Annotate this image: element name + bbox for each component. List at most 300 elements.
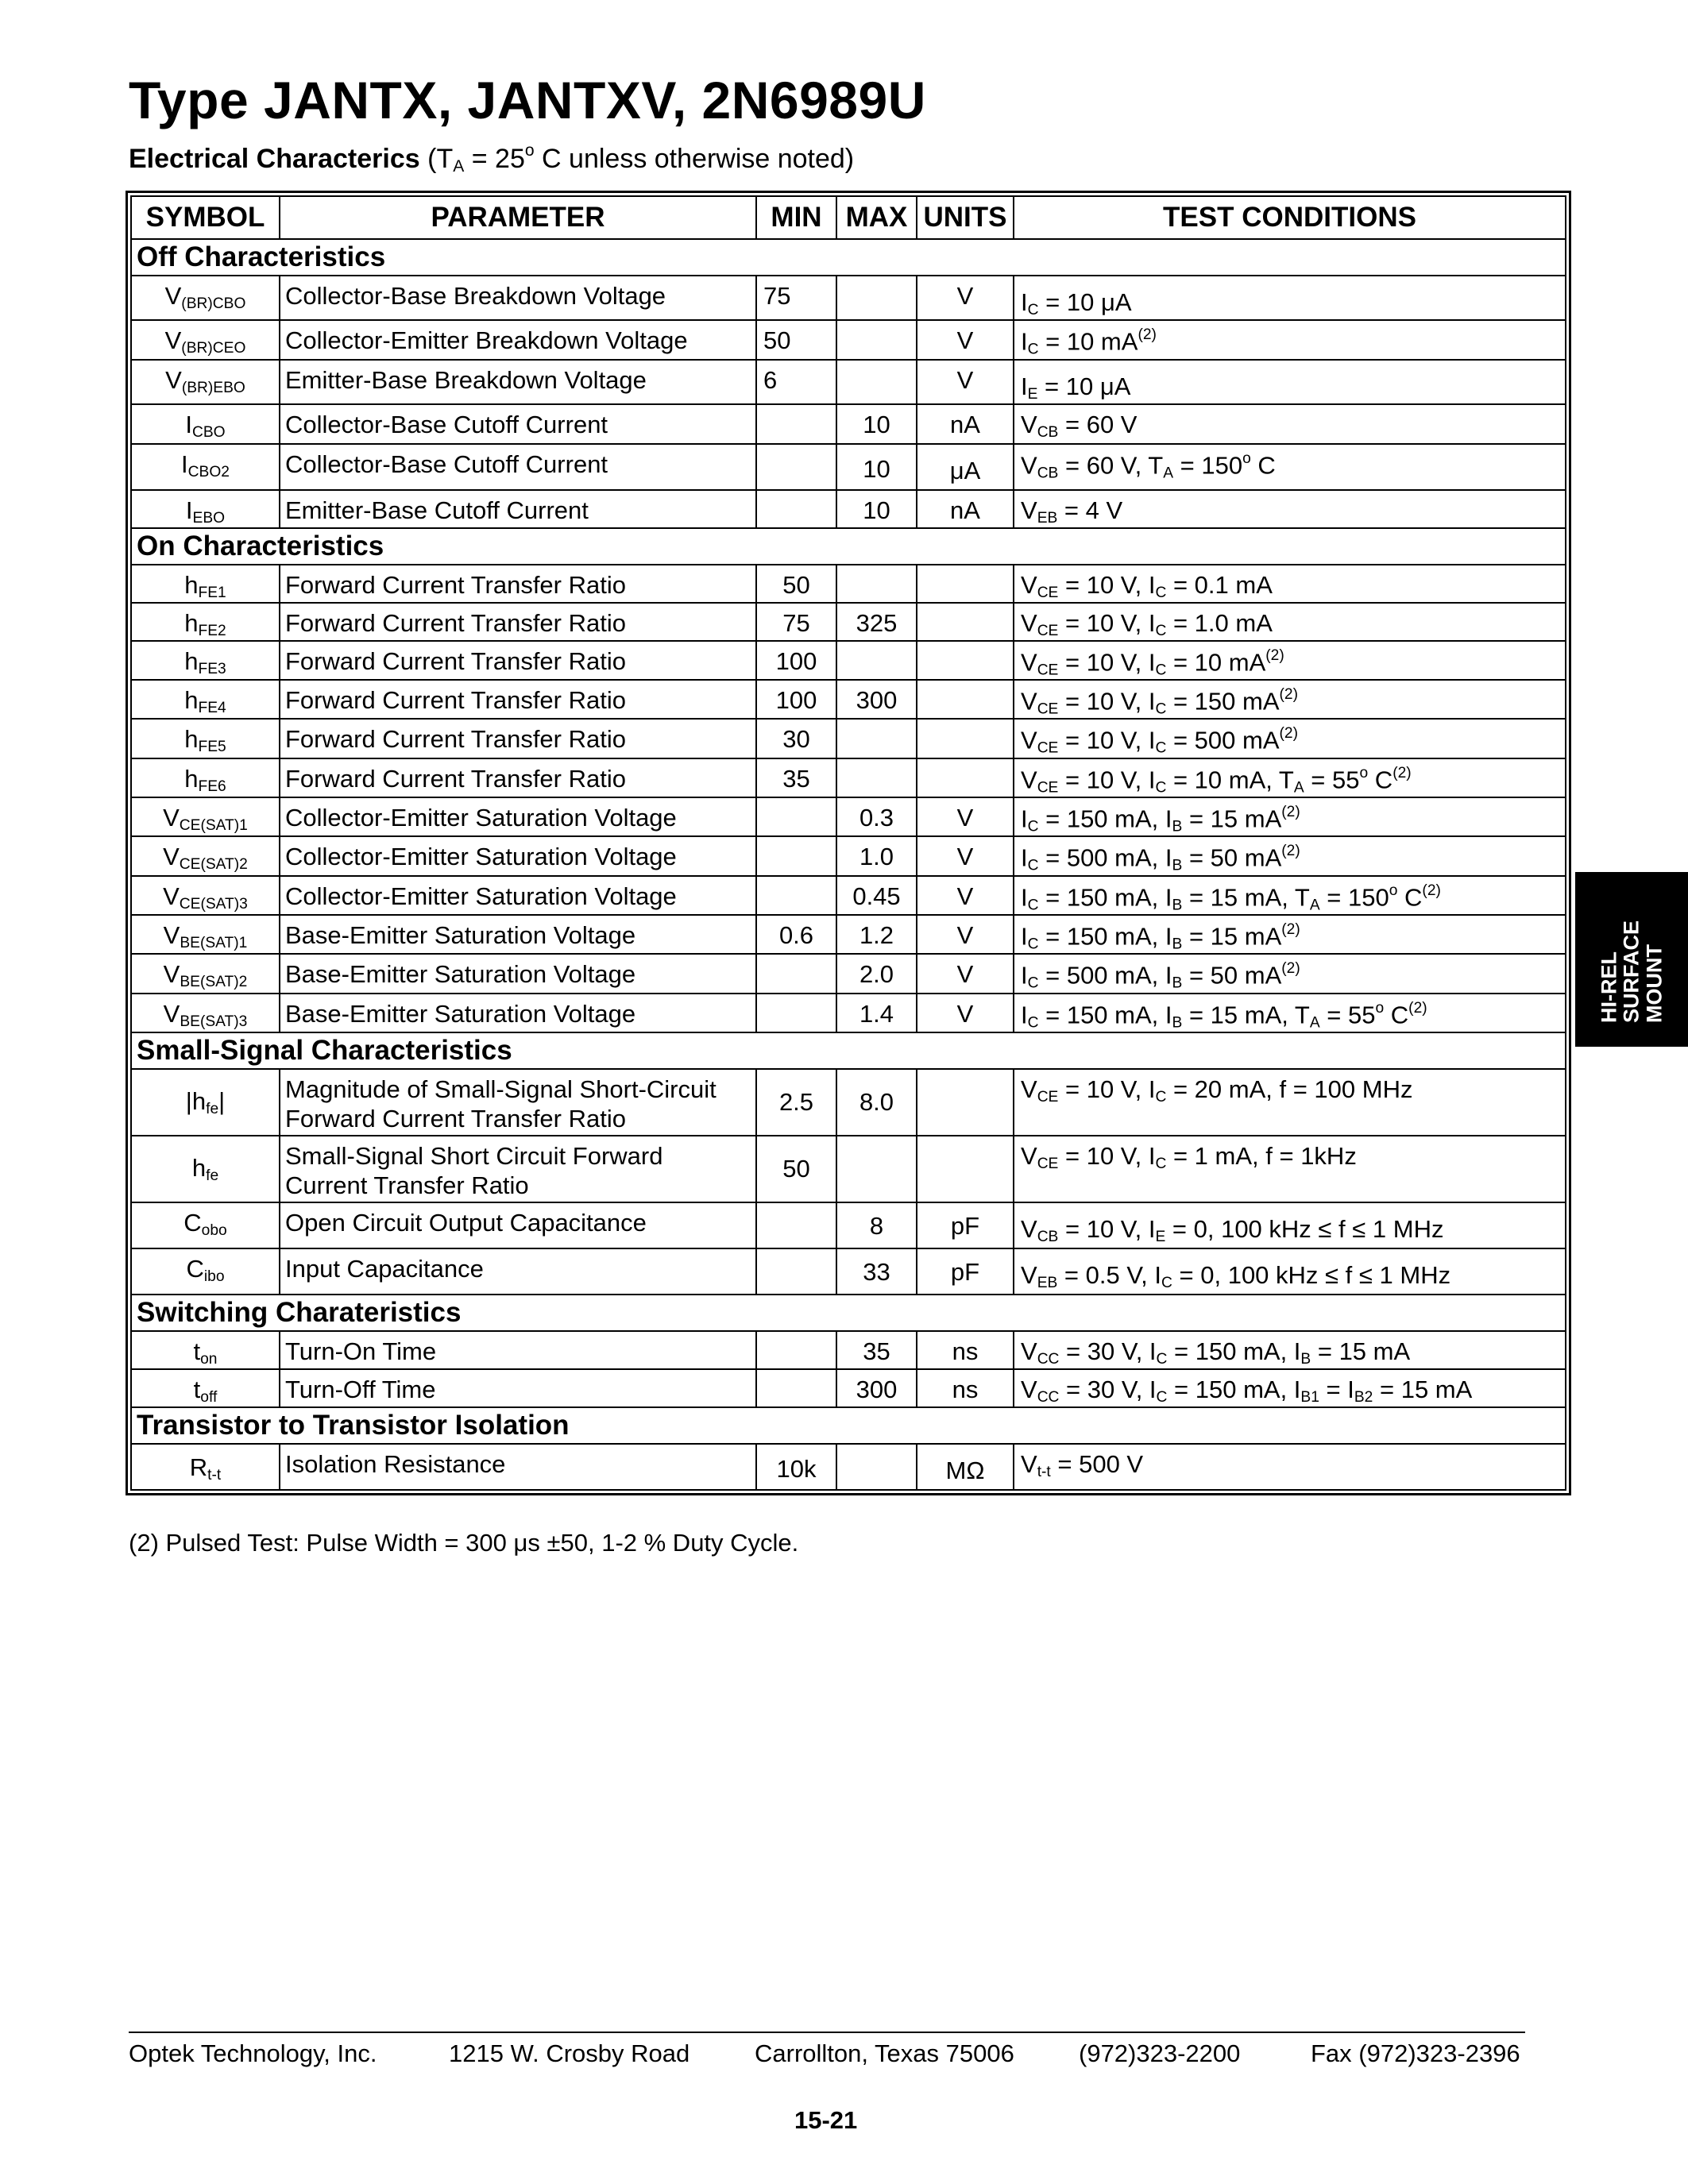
cond-text: 1 MHz <box>1365 1214 1444 1243</box>
cond-text: = 15 mA <box>1182 805 1282 833</box>
cond-text: V <box>1021 1141 1037 1170</box>
symbol-cell <box>131 1331 280 1369</box>
max-cell <box>836 641 917 680</box>
conditions-cell <box>1014 758 1566 797</box>
table-row <box>131 680 1566 719</box>
cond-text: I <box>1021 883 1028 912</box>
cond-sub: CE <box>1037 779 1059 797</box>
sym-main: h <box>184 570 199 599</box>
parameter-cell: Open Circuit Output Capacitance <box>280 1202 756 1248</box>
cond-sub: CC <box>1037 1388 1060 1406</box>
sym-main: V <box>163 882 180 910</box>
conditions-cell <box>1014 1069 1566 1136</box>
conditions-cell <box>1014 603 1566 641</box>
cond-sub: CC <box>1037 1350 1060 1368</box>
conditions-cell <box>1014 444 1566 490</box>
cond-sub: C <box>1027 974 1039 992</box>
cond-text: V <box>1021 1214 1037 1243</box>
table-row <box>131 1248 1566 1295</box>
table-row <box>131 1444 1566 1490</box>
header-min: MIN <box>756 196 836 239</box>
cond-text: = 0, 100 kHz <box>1165 1214 1319 1243</box>
page-title: Type JANTX, JANTXV, 2N6989U <box>129 71 926 129</box>
degree-mark: o <box>1375 999 1385 1017</box>
cond-sub: C <box>1155 584 1167 601</box>
min-cell: 100 <box>756 680 836 719</box>
max-cell <box>836 1444 917 1490</box>
cond-text: = 150 mA, I <box>1038 883 1172 912</box>
footnote-ref: (2) <box>1281 921 1300 939</box>
cond-text: = 1 mA, f = 1kHz <box>1166 1141 1357 1170</box>
sym-main: h <box>191 1087 207 1116</box>
cond-text: I <box>1021 843 1028 872</box>
max-cell: 10 <box>836 444 917 490</box>
cond-text: I <box>1021 805 1028 833</box>
cond-text: C <box>1368 766 1393 794</box>
cond-text: I <box>1021 288 1028 316</box>
sym-main: I <box>181 450 188 478</box>
conditions-cell <box>1014 276 1566 320</box>
sym-main: I <box>185 411 192 438</box>
cond-text: = I <box>1319 1375 1354 1403</box>
cond-text: = 10 <box>1037 372 1100 400</box>
cond-text: C <box>1397 883 1423 912</box>
cond-text: = 55 <box>1304 766 1360 794</box>
footnote-ref: (2) <box>1422 882 1441 899</box>
conditions-cell <box>1014 876 1566 915</box>
sym-main: h <box>184 646 199 675</box>
cond-sub: C <box>1027 341 1039 358</box>
cond-text: I <box>1021 961 1028 990</box>
cond-text: = 150 mA, I <box>1038 922 1172 951</box>
sym-sub: CE(SAT)1 <box>179 816 248 834</box>
sym-main: V <box>163 843 180 871</box>
sym-sub: fe <box>206 1100 219 1117</box>
cond-sub: A <box>1309 1013 1320 1031</box>
cond-text: = 10 V, I <box>1058 608 1156 637</box>
conditions-cell <box>1014 1248 1566 1295</box>
sym-sub: FE4 <box>198 699 226 716</box>
cond-text: V <box>1021 726 1037 754</box>
footnote-ref: (2) <box>1408 999 1427 1017</box>
table-row <box>131 994 1566 1032</box>
max-cell: 0.3 <box>836 797 917 836</box>
symbol-cell <box>131 994 280 1032</box>
cond-text: = 10 V, I <box>1058 648 1156 677</box>
table-row <box>131 1136 1566 1202</box>
conditions-cell <box>1014 915 1566 954</box>
conditions-cell <box>1014 954 1566 993</box>
cond-text: = 0.5 V, I <box>1057 1260 1162 1289</box>
cond-text: = 150 mA, I <box>1167 1337 1301 1365</box>
conditions-cell <box>1014 836 1566 875</box>
max-cell: 300 <box>836 1369 917 1407</box>
parameter-cell: Forward Current Transfer Ratio <box>280 565 756 603</box>
cond-sub: CE <box>1037 700 1059 718</box>
table-row <box>131 404 1566 444</box>
symbol-cell <box>131 836 280 875</box>
units-cell: V <box>917 320 1014 360</box>
side-tab-line: HI-REL <box>1597 951 1621 1023</box>
sym-main: h <box>184 725 199 754</box>
micro-symbol: μ <box>1099 372 1114 400</box>
symbol-cell <box>131 276 280 320</box>
parameter-cell: Base-Emitter Saturation Voltage <box>280 915 756 954</box>
footnote-ref: (2) <box>1281 804 1300 821</box>
footer-phone: (972)323-2200 <box>1079 2039 1241 2067</box>
parameter-cell: Base-Emitter Saturation Voltage <box>280 954 756 993</box>
min-cell: 50 <box>756 565 836 603</box>
table-row <box>131 1369 1566 1407</box>
cond-text: = 15 mA <box>1311 1337 1411 1365</box>
cond-sub: C <box>1155 1088 1167 1106</box>
conditions-cell <box>1014 1444 1566 1490</box>
units-cell <box>917 444 1014 490</box>
footnote-ref: (2) <box>1138 326 1157 343</box>
cond-sub: B <box>1172 818 1183 835</box>
subtitle-text: C unless otherwise noted) <box>534 143 855 174</box>
cond-text: = 4 V <box>1057 496 1123 524</box>
table-row <box>131 641 1566 680</box>
cond-text: = 500 mA, I <box>1038 843 1172 872</box>
conditions-cell <box>1014 1369 1566 1407</box>
cond-text: V <box>1021 570 1037 599</box>
cond-text: = 10 V, I <box>1058 570 1156 599</box>
cond-text: I <box>1021 372 1028 400</box>
symbol-cell <box>131 360 280 404</box>
footnote-ref: (2) <box>1281 843 1300 860</box>
cond-text: = 10 mA, T <box>1166 766 1294 794</box>
cond-text: = 10 mA <box>1166 648 1266 677</box>
symbol-cell <box>131 876 280 915</box>
sym-main: R <box>189 1453 208 1481</box>
min-cell: 6 <box>756 360 836 404</box>
subtitle <box>129 141 854 176</box>
units-cell <box>917 1069 1014 1136</box>
min-cell: 10k <box>756 1444 836 1490</box>
sym-sub: FE5 <box>198 739 226 756</box>
cond-sub: B <box>1172 936 1183 953</box>
cond-sub: C <box>1156 1388 1168 1406</box>
units-cell <box>917 680 1014 719</box>
table-row <box>131 719 1566 758</box>
sym-sub: fe <box>206 1167 219 1184</box>
cond-text: V <box>1021 766 1037 794</box>
min-cell: 50 <box>756 320 836 360</box>
units-cell: nA <box>917 490 1014 528</box>
conditions-cell <box>1014 1136 1566 1202</box>
units-cell: V <box>917 797 1014 836</box>
cond-sub: C <box>1027 936 1039 953</box>
max-cell: 8 <box>836 1202 917 1248</box>
cond-text: V <box>1021 648 1037 677</box>
cond-text: = 30 V, I <box>1059 1337 1157 1365</box>
page-number: 15-21 <box>794 2106 858 2134</box>
symbol-cell <box>131 1248 280 1295</box>
cond-sub: C <box>1155 662 1167 679</box>
cond-sub: B <box>1300 1350 1311 1368</box>
micro-symbol: μ <box>513 1529 528 1557</box>
cond-text: = 10 V, I <box>1058 726 1156 754</box>
cond-text: 1 MHz <box>1372 1260 1451 1289</box>
max-cell: 33 <box>836 1248 917 1295</box>
units-cell: V <box>917 915 1014 954</box>
conditions-cell <box>1014 1331 1566 1369</box>
cond-text: f <box>1338 1260 1359 1289</box>
sym-main: C <box>183 1208 202 1237</box>
max-cell <box>836 320 917 360</box>
parameter-cell: Isolation Resistance <box>280 1444 756 1490</box>
cond-text: V <box>1021 1337 1037 1365</box>
section-row <box>131 1407 1566 1444</box>
min-cell <box>756 404 836 444</box>
conditions-cell <box>1014 490 1566 528</box>
cond-text: = 15 mA, T <box>1182 1001 1310 1029</box>
cond-text: A <box>1114 288 1132 316</box>
sym-main: I <box>185 496 193 524</box>
cond-sub: B1 <box>1300 1388 1319 1406</box>
cond-text: = 60 V <box>1058 411 1138 438</box>
units-cell <box>917 1136 1014 1202</box>
sym-main: t <box>193 1375 201 1403</box>
degree-mark: o <box>1389 882 1398 899</box>
section-row <box>131 239 1566 276</box>
cond-sub: A <box>1163 465 1174 482</box>
cond-text: A <box>1114 372 1131 400</box>
units-cell: ns <box>917 1331 1014 1369</box>
min-cell <box>756 994 836 1032</box>
table-row <box>131 276 1566 320</box>
cond-text: V <box>1021 451 1037 480</box>
table-row <box>131 490 1566 528</box>
sym-main: t <box>193 1337 201 1365</box>
sym-main: V <box>164 326 182 354</box>
cond-text: f <box>1331 1214 1353 1243</box>
min-cell: 75 <box>756 276 836 320</box>
conditions-cell <box>1014 1202 1566 1248</box>
param-line: Magnitude of Small-Signal Short-Circuit <box>285 1075 717 1103</box>
cond-sub: C <box>1027 857 1039 874</box>
parameter-cell: Turn-Off Time <box>280 1369 756 1407</box>
footnote <box>129 1529 798 1557</box>
parameter-cell: Collector-Base Breakdown Voltage <box>280 276 756 320</box>
cond-text: = 150 mA, I <box>1038 805 1172 833</box>
electrical-characteristics-table <box>126 191 1571 1495</box>
units-cell: nA <box>917 404 1014 444</box>
cond-text: I <box>1021 1001 1028 1029</box>
header-parameter: PARAMETER <box>280 196 756 239</box>
symbol-cell <box>131 490 280 528</box>
units-cell: V <box>917 276 1014 320</box>
section-row <box>131 528 1566 565</box>
parameter-cell: Forward Current Transfer Ratio <box>280 680 756 719</box>
sym-sub: FE3 <box>198 660 226 677</box>
footnote-ref: (2) <box>1281 960 1300 978</box>
units-cell <box>917 1444 1014 1490</box>
footnote-text: s <box>527 1529 547 1557</box>
cond-text: = 10 V, I <box>1058 687 1156 716</box>
cond-sub: C <box>1155 739 1167 757</box>
conditions-cell <box>1014 680 1566 719</box>
parameter-cell: Collector-Base Cutoff Current <box>280 404 756 444</box>
parameter-cell: Forward Current Transfer Ratio <box>280 719 756 758</box>
parameter-cell: Collector-Base Cutoff Current <box>280 444 756 490</box>
max-cell: 8.0 <box>836 1069 917 1136</box>
min-cell: 100 <box>756 641 836 680</box>
footnote-text: 50, 1-2 % Duty Cycle. <box>560 1529 799 1557</box>
sym-sub: CE(SAT)3 <box>179 895 248 913</box>
sym-sub: on <box>200 1350 218 1368</box>
cond-text: = 150 mA <box>1166 687 1280 716</box>
cond-text: V <box>1021 496 1037 524</box>
parameter-cell: Base-Emitter Saturation Voltage <box>280 994 756 1032</box>
cond-text: = 10 <box>1038 288 1101 316</box>
cond-sub: B <box>1172 857 1183 874</box>
cond-sub: C <box>1155 779 1167 797</box>
conditions-cell <box>1014 719 1566 758</box>
footnote-ref: (2) <box>1393 764 1412 781</box>
sym-main: V <box>163 960 180 989</box>
units-cell: ns <box>917 1369 1014 1407</box>
cond-text: V <box>1021 411 1037 438</box>
sym-sub: (BR)CEO <box>181 339 246 357</box>
le-symbol: ≤ <box>1358 1260 1373 1289</box>
degree-mark: o <box>1359 764 1369 781</box>
max-cell: 2.0 <box>836 954 917 993</box>
max-cell: 35 <box>836 1331 917 1369</box>
table-row <box>131 1331 1566 1369</box>
section-row <box>131 1032 1566 1069</box>
symbol-cell <box>131 1136 280 1202</box>
symbol-cell <box>131 444 280 490</box>
abs-bar: | <box>218 1087 226 1116</box>
sym-main: h <box>184 686 199 715</box>
min-cell: 30 <box>756 719 836 758</box>
max-cell: 1.4 <box>836 994 917 1032</box>
header-test-conditions: TEST CONDITIONS <box>1014 196 1566 239</box>
footer-city: Carrollton, Texas 75006 <box>755 2039 1014 2067</box>
plus-minus-symbol: ± <box>547 1529 561 1557</box>
param-line: Forward Current Transfer Ratio <box>285 1105 626 1133</box>
parameter-cell: Forward Current Transfer Ratio <box>280 603 756 641</box>
cond-text: = 15 mA <box>1373 1375 1473 1403</box>
parameter-cell <box>280 1069 756 1136</box>
min-cell <box>756 1331 836 1369</box>
units-cell <box>917 758 1014 797</box>
min-cell <box>756 1369 836 1407</box>
le-symbol: ≤ <box>1325 1260 1339 1289</box>
subtitle-text: = 25 <box>464 143 525 174</box>
cond-sub: C <box>1027 1013 1039 1031</box>
parameter-cell: Emitter-Base Breakdown Voltage <box>280 360 756 404</box>
max-cell <box>836 719 917 758</box>
section-on: On Characteristics <box>131 528 1566 565</box>
units-cell: pF <box>917 1248 1014 1295</box>
sym-sub: t-t <box>207 1466 222 1484</box>
cond-text: = 50 mA <box>1182 843 1282 872</box>
max-cell <box>836 360 917 404</box>
header-max: MAX <box>836 196 917 239</box>
symbol-cell <box>131 1202 280 1248</box>
parameter-cell: Collector-Emitter Saturation Voltage <box>280 797 756 836</box>
symbol-cell <box>131 565 280 603</box>
symbol-cell <box>131 758 280 797</box>
cond-text: = 10 V, I <box>1058 1141 1156 1170</box>
table-row <box>131 836 1566 875</box>
cond-sub: C <box>1027 896 1039 913</box>
cond-sub: A <box>1293 779 1304 797</box>
parameter-cell: Turn-On Time <box>280 1331 756 1369</box>
cond-sub: CE <box>1037 1088 1059 1106</box>
min-cell <box>756 836 836 875</box>
footer-divider <box>129 2032 1525 2033</box>
cond-text: I <box>1021 922 1028 951</box>
sym-sub: ibo <box>203 1268 225 1285</box>
cond-sub: E <box>1027 385 1038 403</box>
section-row <box>131 1295 1566 1331</box>
cond-sub: C <box>1156 1350 1168 1368</box>
symbol-cell <box>131 320 280 360</box>
symbol-cell <box>131 1369 280 1407</box>
sym-main: C <box>186 1254 204 1283</box>
parameter-cell: Collector-Emitter Breakdown Voltage <box>280 320 756 360</box>
footnote-ref: (2) <box>1279 686 1298 704</box>
symbol-cell <box>131 1069 280 1136</box>
table-row <box>131 915 1566 954</box>
side-tab-line: MOUNT <box>1642 944 1667 1023</box>
footnote-ref: (2) <box>1265 646 1284 664</box>
micro-symbol: μ <box>1100 288 1115 316</box>
sym-sub: BE(SAT)3 <box>180 1013 248 1030</box>
symbol-cell <box>131 404 280 444</box>
max-cell <box>836 276 917 320</box>
micro-symbol: μ <box>949 457 964 484</box>
cond-text: = 15 mA, T <box>1182 883 1310 912</box>
cond-text: = 0, 100 kHz <box>1172 1260 1326 1289</box>
unit-text: A <box>964 457 981 484</box>
sym-sub: CBO2 <box>187 463 230 480</box>
conditions-cell <box>1014 565 1566 603</box>
cond-sub: CE <box>1037 1155 1059 1172</box>
cond-text: = 150 mA, I <box>1038 1001 1172 1029</box>
units-cell <box>917 565 1014 603</box>
table-row <box>131 876 1566 915</box>
min-cell <box>756 444 836 490</box>
units-cell: pF <box>917 1202 1014 1248</box>
sym-sub: BE(SAT)2 <box>180 974 248 991</box>
cond-sub: B <box>1172 974 1183 992</box>
table-row <box>131 565 1566 603</box>
cond-text: = 500 mA <box>1166 726 1280 754</box>
min-cell: 35 <box>756 758 836 797</box>
units-cell: V <box>917 994 1014 1032</box>
cond-text: = 150 mA, I <box>1167 1375 1301 1403</box>
parameter-cell: Forward Current Transfer Ratio <box>280 758 756 797</box>
units-cell <box>917 719 1014 758</box>
min-cell <box>756 954 836 993</box>
max-cell: 300 <box>836 680 917 719</box>
cond-text: = 10 mA <box>1038 327 1138 356</box>
symbol-cell <box>131 603 280 641</box>
sym-sub: FE1 <box>198 584 226 601</box>
section-off: Off Characteristics <box>131 239 1566 276</box>
cond-text: V <box>1021 1375 1037 1403</box>
cond-sub: CB <box>1037 465 1059 482</box>
sym-main: h <box>184 608 199 637</box>
subtitle-sub: A <box>453 157 465 176</box>
cond-text: C <box>1384 1001 1409 1029</box>
table-row <box>131 603 1566 641</box>
